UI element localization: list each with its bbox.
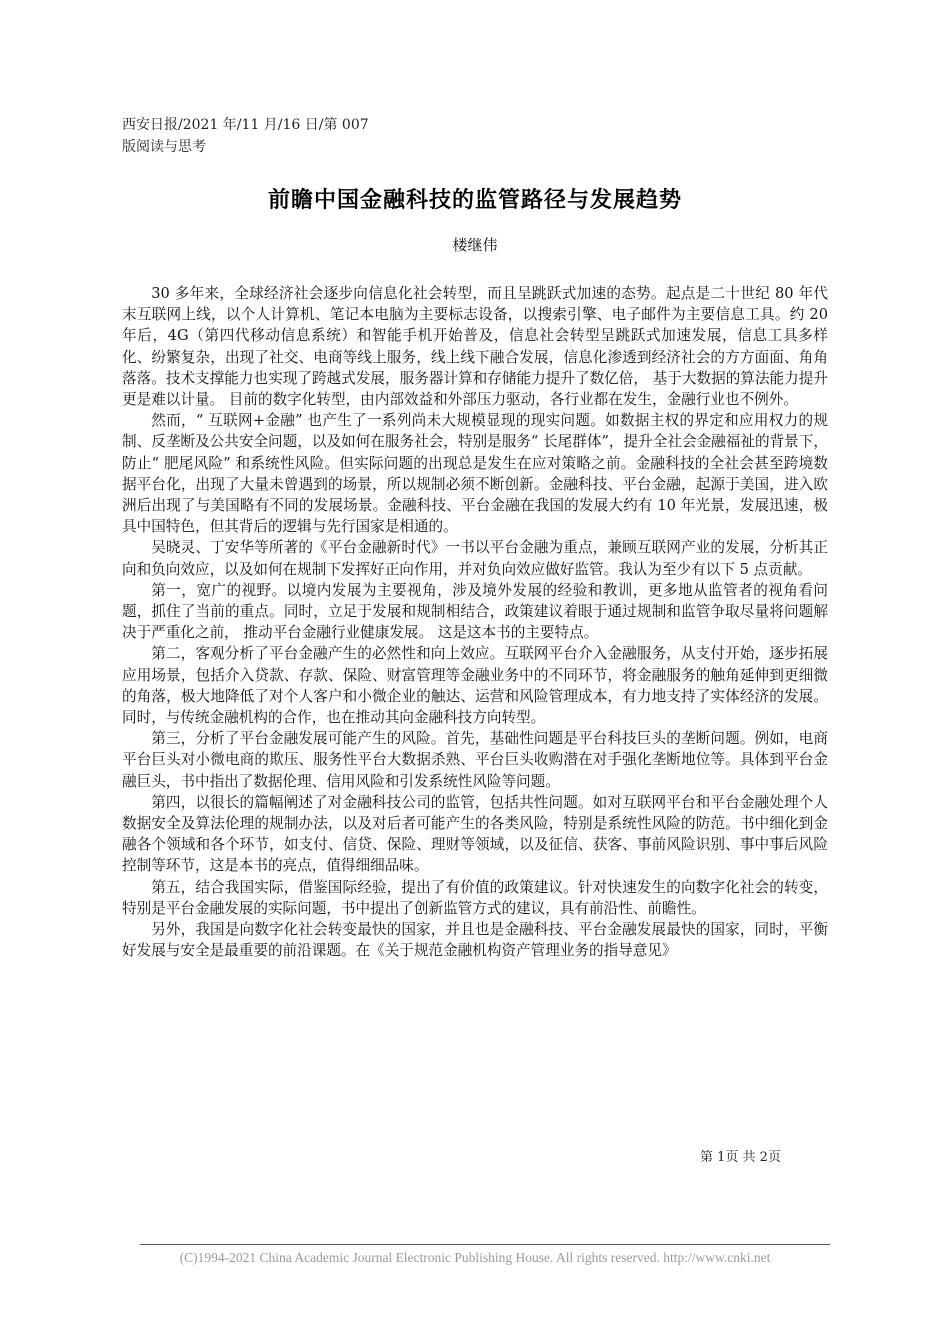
paragraph: 第四，以很长的篇幅阐述了对金融科技公司的监管，包括共性问题。如对互联网平台和平台金融处理个人数据安全及算法伦理的规制办法，以及对后者可能产生的各类风险，特别是系统性风险的防范。书中细化到金融各个领域和各个环节，如支付、信贷、保险、理财等领域，以及征信、获客、事前风险识别、事中事后风险控制等环节，这是本书的亮点，值得细细品味。 bbox=[122, 793, 828, 875]
article-body bbox=[122, 283, 828, 962]
footer-divider bbox=[140, 1244, 830, 1245]
paragraph: 然而，“ 互联网+金融” 也产生了一系列尚未大规模显现的现实问题。如数据主权的界定和应用权力的规制、反垄断及公共安全问题，以及如何在服务社会，特别是服务“ 长尾群体”，提升全社会金融福祉的背景下，防止“ 肥尾风险” 和系统性风险。但实际问题的出现总是发生在应对策略之前。金融科技的全社会甚至跨境数据平台化，出现了大量未曾遇到的场景，所以规制必须不断创新。金融科技、平台金融，起源于美国，进入欧洲后出现了与美国略有不同的发展场景。金融科技、平台金融在我国的发展大约有 10 年光景，发展迅速，极具中国特色，但其背后的逻辑与先行国家是相通的。 bbox=[122, 412, 828, 536]
source-line-2: 版阅读与思考 bbox=[122, 139, 206, 155]
paragraph: 第三，分析了平台金融发展可能产生的风险。首先，基础性问题是平台科技巨头的垄断问题。例如，电商平台巨头对小微电商的欺压、服务性平台大数据杀熟、平台巨头收购潜在对手强化垄断地位等。具体到平台金融巨头，书中指出了数据伦理、信用风险和引发系统性风险等问题。 bbox=[122, 730, 828, 790]
paragraph: 吴晓灵、丁安华等所著的《平台金融新时代》一书以平台金融为重点，兼顾互联网产业的发展，分析其正向和负向效应，以及如何在规制下发挥好正向作用，并对负向效应做好监管。我认为至少有以下 5 点贡献。 bbox=[122, 539, 828, 578]
page-number: 第 1页 共 2页 bbox=[700, 1150, 781, 1165]
paragraph: 第一，宽广的视野。以境内发展为主要视角，涉及境外发展的经验和教训，更多地从监管者的视角看问题，抓住了当前的重点。同时，立足于发展和规制相结合，政策建议着眼于通过规制和监管争取尽量将问题解决于严重化之前， 推动平台金融行业健康发展。 这是这本书的主要特点。 bbox=[122, 581, 828, 642]
article-title: 前瞻中国金融科技的监管路径与发展趋势 bbox=[267, 188, 682, 213]
paragraph: 另外，我国是向数字化社会转变最快的国家，并且也是金融科技、平台金融发展最快的国家，同时，平衡好发展与安全是最重要的前沿课题。在《关于规范金融机构资产管理业务的指导意见》 bbox=[122, 921, 828, 960]
source-info bbox=[122, 114, 422, 158]
source-line-1: 西安日报/2021 年/11 月/16 日/第 007 bbox=[122, 117, 369, 133]
paragraph: 第二，客观分析了平台金融产生的必然性和向上效应。互联网平台介入金融服务，从支付开始，逐步拓展应用场景，包括介入贷款、存款、保险、财富管理等金融业务中的不同环节，将金融服务的触角延伸到更细微的角落，极大地降低了对个人客户和小微企业的触达、运营和风险管理成本，有力地支持了实体经济的发展。同时，与传统金融机构的合作，也在推动其向金融科技方向转型。 bbox=[122, 645, 828, 727]
article-author: 楼继伟 bbox=[452, 236, 498, 254]
paragraph: 30 多年来，全球经济社会逐步向信息化社会转型，而且呈跳跃式加速的态势。起点是二十世纪 80 年代末互联网上线，以个人计算机、笔记本电脑为主要标志设备，以搜索引擎、电子邮件为主要信息工具。约 20 年后，4G（第四代移动信息系统）和智能手机开始普及，信息社会转型呈跳跃式加速发展，信息工具多样化、纷繁复杂，出现了社交、电商等线上服务，线上线下融合发展，信息化渗透到经济社会的方方面面、角角落落。技术支撑能力也实现了跨越式发展，服务器计算和存储能力提升了数亿倍， 基于大数据的算法能力提升更是难以计量。 目前的数字化转型，由内部效益和外部压力驱动，各行业都在发生，金融行业也不例外。 bbox=[122, 285, 828, 409]
copyright-notice: (C)1994-2021 China Academic Journal Electronic Publishing House. All rights reserved. http://www.cnki.net bbox=[179, 1250, 771, 1265]
paragraph: 第五，结合我国实际，借鉴国际经验，提出了有价值的政策建议。针对快速发生的向数字化社会的转变，特别是平台金融发展的实际问题，书中提出了创新监管方式的建议，具有前沿性、前瞻性。 bbox=[122, 878, 828, 917]
